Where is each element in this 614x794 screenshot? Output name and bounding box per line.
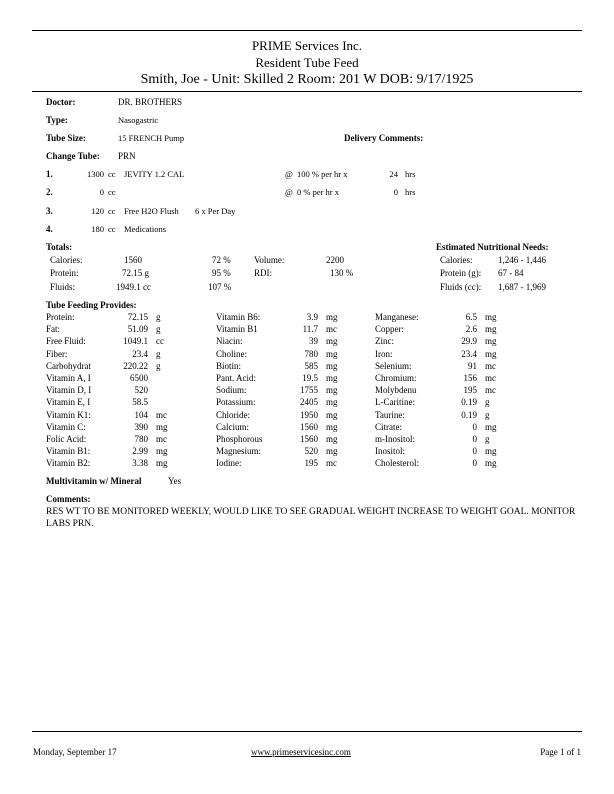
tube-size-label: Tube Size:	[46, 133, 86, 143]
nutrient-unit: mg	[485, 324, 497, 335]
nutrient-value: 0.19	[461, 409, 477, 420]
nutrient-value: 1755	[300, 385, 318, 396]
nutrient-name: Fiber:	[46, 348, 68, 359]
nutrient-unit: mg	[326, 446, 338, 457]
nutrient-value: 23.4	[461, 348, 477, 359]
report-title: Resident Tube Feed	[255, 55, 359, 70]
nutrient-name: Molybdenu	[375, 385, 417, 396]
nutrient-name: Calcium:	[216, 421, 249, 432]
nutrient-name: Biotin:	[216, 360, 242, 371]
nutrient-name: Chloride:	[216, 409, 250, 420]
nutrient-name: Chromium:	[375, 373, 417, 383]
needs-fluids-value: 1,687 - 1,969	[498, 282, 546, 292]
total-calories-label: Calories:	[50, 255, 83, 265]
nutrient-value: 1049.1	[123, 336, 148, 347]
order-hours: 0	[393, 187, 398, 197]
needs-fluids-label: Fluids (cc):	[440, 282, 482, 292]
resident-line: Smith, Joe - Unit: Skilled 2 Room: 201 W DOB: 9/17/1925	[140, 72, 474, 87]
nutrient-unit: mg	[156, 458, 168, 469]
nutrient-unit: mg	[156, 446, 168, 457]
delivery-comments-label: Delivery Comments:	[344, 133, 424, 143]
volume-value: 2200	[326, 255, 344, 265]
nutrient-name: m-Inositol:	[375, 434, 415, 444]
order-extra: 6 x Per Day	[195, 206, 236, 216]
nutrient-value: 23.4	[132, 348, 148, 359]
order-unit: cc	[108, 169, 116, 179]
nutrient-name: Free Fluid:	[46, 336, 86, 347]
nutrient-value: 1560	[300, 434, 318, 444]
nutrient-unit: mg	[326, 360, 338, 371]
order-at-sign: @	[285, 169, 293, 179]
order-number: 1.	[46, 169, 53, 179]
nutrient-name: Pant. Acid:	[216, 373, 256, 383]
type-label: Type:	[46, 115, 68, 125]
nutrient-value: 91	[468, 360, 477, 371]
nutrient-unit: mg	[326, 385, 338, 396]
nutrient-name: Vitamin B1	[216, 324, 258, 335]
needs-calories-label: Calories:	[440, 255, 473, 265]
nutrient-name: Magnesium:	[216, 446, 261, 457]
nutrient-value: 1950	[300, 409, 318, 420]
total-calories-pct: 72 %	[212, 255, 231, 265]
nutrient-value: 104	[134, 409, 148, 420]
nutrient-unit: g	[485, 397, 490, 408]
nutrient-value: 39	[309, 336, 318, 347]
nutrient-name: Vitamin A, I	[46, 373, 91, 383]
nutrient-name: Vitamin B2:	[46, 458, 91, 469]
rdi-value: 130 %	[330, 268, 354, 278]
total-protein-pct: 95 %	[212, 268, 231, 278]
nutrient-name: Protein:	[46, 312, 75, 322]
nutrient-value: 0	[472, 458, 477, 469]
order-rate: 0 % per hr x	[297, 187, 340, 197]
order-unit: cc	[108, 187, 116, 197]
order-number: 2.	[46, 187, 53, 197]
nutrient-value: 0	[472, 446, 477, 457]
nutrient-unit: mg	[485, 458, 497, 469]
order-number: 4.	[46, 224, 53, 234]
footer-url-link[interactable]: www.primeservicesinc.com	[251, 747, 351, 757]
nutrient-name: Vitamin B6:	[216, 312, 261, 322]
order-unit: cc	[108, 224, 116, 234]
nutrient-name: Folic Acid:	[46, 434, 87, 444]
volume-label: Volume:	[254, 255, 285, 265]
nutrient-value: 390	[134, 421, 148, 432]
nutrient-unit: mg	[485, 336, 497, 347]
needs-protein-label: Protein (g):	[440, 268, 482, 278]
rdi-label: RDI:	[254, 268, 272, 278]
nutrient-unit: g	[156, 312, 161, 322]
nutrient-name: Vitamin K1:	[46, 409, 91, 420]
nutrient-unit: g	[156, 348, 161, 359]
nutrient-name: Copper:	[375, 324, 404, 335]
doctor-value: DR. BROTHERS	[118, 97, 183, 107]
nutrient-unit: mc	[485, 360, 496, 371]
nutrient-value: 11.7	[302, 324, 318, 335]
order-unit: cc	[108, 206, 116, 216]
nutrient-name: Vitamin D, I	[46, 385, 92, 396]
nutrient-unit: mc	[326, 324, 337, 335]
nutrient-value: 780	[304, 348, 318, 359]
nutrient-name: Niacin:	[216, 336, 243, 347]
nutrient-unit: mg	[485, 348, 497, 359]
nutrient-value: 72.15	[127, 312, 148, 322]
nutrient-unit: g	[485, 409, 490, 420]
nutrient-unit: cc	[156, 336, 164, 347]
nutrient-value: 780	[134, 434, 148, 444]
nutrient-value: 585	[304, 360, 318, 371]
footer-date: Monday, September 17	[33, 747, 117, 757]
header-rule	[32, 91, 582, 92]
order-quantity: 120	[91, 206, 104, 216]
doctor-label: Doctor:	[46, 97, 76, 107]
nutrient-name: Iodine:	[216, 458, 242, 469]
nutrient-value: 1560	[300, 421, 318, 432]
order-at-sign: @	[285, 187, 293, 197]
nutrient-name: Inositol:	[375, 446, 406, 457]
nutrient-unit: mg	[326, 409, 338, 420]
order-quantity: 180	[91, 224, 104, 234]
nutrient-value: 0	[472, 421, 477, 432]
comments-label: Comments:	[46, 494, 91, 504]
provides-label: Tube Feeding Provides:	[46, 300, 137, 310]
nutrient-name: Manganese:	[375, 312, 419, 322]
total-fluids-pct: 107 %	[208, 282, 232, 292]
total-protein-value: 72.15 g	[122, 268, 149, 278]
order-hours: 24	[389, 169, 398, 179]
nutrient-name: Choline:	[216, 348, 247, 359]
nutrient-value: 156	[463, 373, 477, 383]
company-name: PRIME Services Inc.	[251, 38, 363, 53]
nutrient-unit: mc	[485, 373, 496, 383]
multivitamin-value: Yes	[168, 476, 182, 486]
order-description: JEVITY 1.2 CAL	[124, 169, 185, 179]
nutrient-unit: mg	[326, 348, 338, 359]
nutrient-name: Iron:	[375, 348, 393, 359]
nutrient-unit: mg	[156, 421, 168, 432]
nutrient-name: Cholesterol:	[375, 458, 419, 469]
nutrient-unit: mg	[326, 421, 338, 432]
footer-page-number: Page 1 of 1	[540, 747, 581, 757]
nutrient-unit: mc	[485, 385, 496, 396]
nutrient-name: Zinc:	[375, 336, 394, 347]
nutrient-value: 2405	[300, 397, 318, 408]
total-fluids-label: Fluids:	[50, 282, 76, 292]
nutrient-unit: mg	[326, 434, 338, 444]
nutrient-name: Carbohydrat	[46, 360, 91, 371]
order-quantity: 0	[99, 187, 104, 197]
order-hours-unit: hrs	[405, 187, 416, 197]
nutrient-name: Vitamin E, I	[46, 397, 91, 408]
nutrient-value: 195	[463, 385, 477, 396]
tube-size-value: 15 FRENCH Pump	[118, 133, 185, 143]
nutrient-name: Sodium:	[216, 385, 247, 396]
footer-rule	[32, 731, 582, 732]
change-tube-label: Change Tube:	[46, 151, 100, 161]
nutrient-name: Vitamin B1:	[46, 446, 91, 457]
nutrient-unit: mg	[326, 336, 338, 347]
nutrient-value: 2.99	[132, 446, 148, 457]
top-rule	[32, 30, 582, 31]
nutrient-unit: mg	[485, 312, 497, 322]
order-description: Medications	[124, 224, 167, 234]
total-calories-value: 1560	[124, 255, 142, 265]
type-value: Nasogastric	[118, 115, 159, 125]
nutrient-name: Potassium:	[216, 397, 256, 408]
nutrient-unit: mg	[326, 373, 338, 383]
order-description: Free H2O Flush	[124, 206, 179, 216]
nutrient-unit: g	[485, 434, 490, 444]
nutrient-unit: mg	[326, 397, 338, 408]
nutrient-value: 6500	[130, 373, 148, 383]
nutrient-name: Taurine:	[375, 409, 405, 420]
nutrient-value: 520	[304, 446, 318, 457]
nutrient-value: 2.6	[465, 324, 477, 335]
needs-label: Estimated Nutritional Needs:	[436, 242, 549, 252]
nutrient-value: 195	[304, 458, 318, 469]
total-fluids-value: 1949.1 cc	[116, 282, 151, 292]
nutrient-name: L-Caritine:	[375, 397, 415, 408]
nutrient-value: 3.9	[306, 312, 318, 322]
comments-text: RES WT TO BE MONITORED WEEKLY, WOULD LIKE TO SEE GRADUAL WEIGHT INCREASE TO WEIGHT GOAL. MONITOR LABS PRN.	[46, 507, 576, 529]
nutrient-value: 220.22	[123, 360, 148, 371]
order-rate: 100 % per hr x	[297, 169, 348, 179]
nutrient-value: 520	[134, 385, 148, 396]
order-hours-unit: hrs	[405, 169, 416, 179]
nutrient-unit: mc	[326, 458, 337, 469]
nutrient-unit: mg	[485, 446, 497, 457]
nutrient-name: Vitamin C:	[46, 421, 86, 432]
needs-calories-value: 1,246 - 1,446	[498, 255, 546, 265]
nutrient-unit: g	[156, 324, 161, 335]
order-quantity: 1300	[87, 169, 104, 179]
nutrient-unit: mg	[485, 421, 497, 432]
nutrient-unit: mc	[156, 434, 167, 444]
nutrient-name: Fat:	[46, 324, 61, 335]
change-tube-value: PRN	[118, 151, 136, 161]
nutrient-value: 51.09	[127, 324, 148, 335]
nutrient-value: 29.9	[461, 336, 477, 347]
nutrient-unit: g	[156, 360, 161, 371]
nutrient-value: 0.19	[461, 397, 477, 408]
multivitamin-label: Multivitamin w/ Mineral	[46, 476, 142, 486]
nutrient-name: Citrate:	[375, 421, 402, 432]
nutrient-value: 19.5	[302, 373, 318, 383]
needs-protein-value: 67 - 84	[498, 268, 524, 278]
nutrient-value: 58.5	[132, 397, 148, 408]
order-number: 3.	[46, 206, 53, 216]
nutrient-name: Selenium:	[375, 360, 412, 371]
total-protein-label: Protein:	[50, 268, 79, 278]
nutrient-value: 6.5	[465, 312, 477, 322]
totals-label: Totals:	[46, 242, 73, 252]
nutrient-unit: mc	[156, 409, 167, 420]
nutrient-value: 0	[472, 434, 477, 444]
nutrient-name: Phosphorous	[216, 434, 263, 444]
nutrient-unit: mg	[326, 312, 338, 322]
nutrient-value: 3.38	[132, 458, 148, 469]
